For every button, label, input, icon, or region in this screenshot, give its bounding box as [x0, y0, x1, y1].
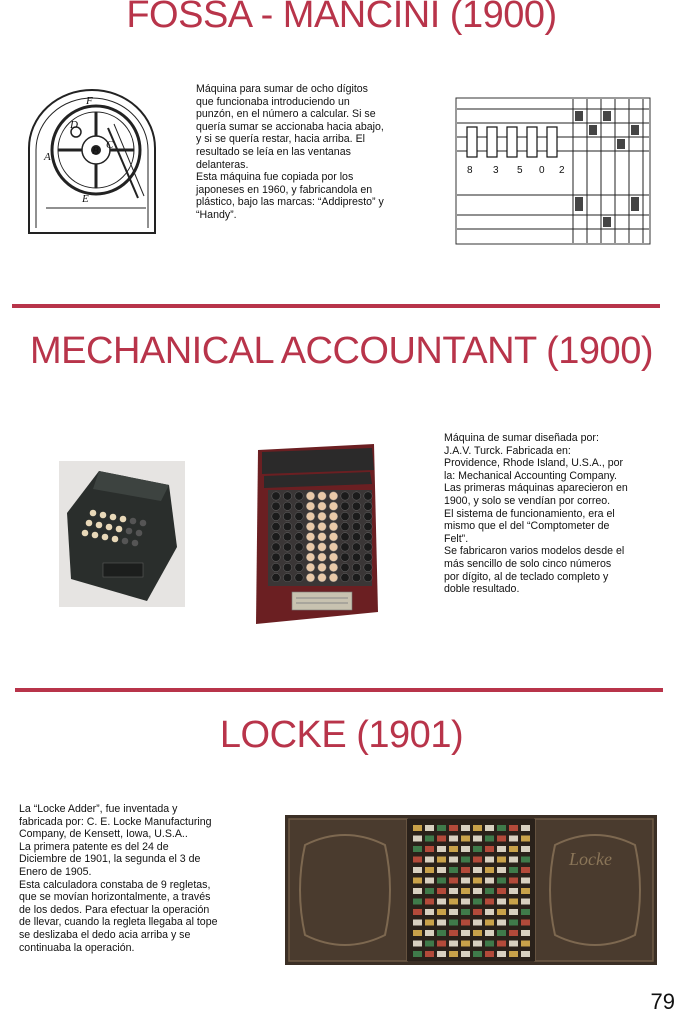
slider-bead	[425, 888, 434, 894]
slider-bead	[521, 878, 530, 884]
slider-bead	[473, 867, 482, 873]
mechanical-accountant-photo-1	[59, 461, 185, 607]
slider-bead	[509, 951, 518, 957]
text-line: J.A.V. Turck. Fabricada en:	[444, 444, 571, 457]
text-line: por dígito, al de teclado completo y	[444, 570, 609, 583]
slider-bead	[461, 867, 470, 873]
diagram-label-d: D	[70, 119, 78, 131]
key-button	[295, 563, 303, 571]
slider-bead	[497, 857, 506, 863]
key-button	[364, 512, 372, 520]
diagram-label-b: B	[92, 145, 99, 157]
text-line: Esta calculadora constaba de 9 regletas,	[19, 878, 211, 891]
slider-bead	[413, 899, 422, 905]
slider-bead	[437, 846, 446, 852]
key-button	[272, 573, 280, 581]
slider-bead	[461, 846, 470, 852]
slider-bead	[485, 846, 494, 852]
text-line: 1900, y solo se vendían por correo.	[444, 494, 611, 507]
key-button	[283, 573, 291, 581]
key-button	[341, 543, 349, 551]
key-button	[352, 553, 360, 561]
key-button	[318, 522, 326, 530]
slider-bead	[449, 825, 458, 831]
slider-bead	[473, 836, 482, 842]
slider-bead	[509, 930, 518, 936]
text-line: más sencillo de solo cinco números	[444, 557, 612, 570]
key-button	[272, 512, 280, 520]
slider-bead	[521, 920, 530, 926]
key-button	[272, 522, 280, 530]
key-button	[318, 492, 326, 500]
slider-bead	[473, 888, 482, 894]
text-line: La primera patente es del 24 de	[19, 840, 169, 853]
slider-bead	[461, 909, 470, 915]
slider-bead	[437, 920, 446, 926]
key-button	[352, 573, 360, 581]
key-button	[329, 502, 337, 510]
slider-bead	[473, 920, 482, 926]
key-button	[364, 522, 372, 530]
fossa-mancini-slot-diagram	[455, 97, 651, 245]
diagram-label-c: C	[106, 139, 114, 151]
slider-bead	[485, 941, 494, 947]
slider-bead	[497, 899, 506, 905]
text-line: Las primeras máquinas aparecieron en	[444, 482, 628, 495]
key-button	[283, 563, 291, 571]
key-button	[306, 553, 314, 561]
slider-bead	[437, 867, 446, 873]
key-button	[364, 553, 372, 561]
key-button	[329, 533, 337, 541]
slider-bead	[509, 888, 518, 894]
slider-bead	[437, 909, 446, 915]
text-line: quería sumar se accionaba hacia abajo,	[196, 120, 384, 133]
slider-bead	[509, 899, 518, 905]
slider-bead	[437, 951, 446, 957]
key-button	[341, 553, 349, 561]
slider-bead	[473, 825, 482, 831]
key-button	[352, 502, 360, 510]
slider-bead	[521, 941, 530, 947]
slider-bead	[497, 867, 506, 873]
slot-digit: 2	[559, 165, 565, 176]
text-line: y si se quería restar, hacia arriba. El	[196, 133, 365, 146]
slider-bead	[485, 857, 494, 863]
text-line: Felt”.	[444, 532, 469, 545]
slider-bead	[449, 920, 458, 926]
key-button	[272, 492, 280, 500]
fossa-mancini-wheel-diagram	[26, 88, 158, 236]
slider-bead	[413, 825, 422, 831]
slider-bead	[521, 909, 530, 915]
key-button	[272, 563, 280, 571]
key-button	[283, 502, 291, 510]
key-button	[283, 522, 291, 530]
slider-bead	[509, 920, 518, 926]
text-line: plástico, bajo las marcas: “Addipresto” y	[196, 196, 384, 209]
key-button	[295, 573, 303, 581]
slider-bead	[521, 857, 530, 863]
slider-bead	[425, 941, 434, 947]
text-line: de llevar, cuando la regleta llegaba al tope	[19, 916, 218, 929]
slider-bead	[425, 899, 434, 905]
slider-bead	[449, 836, 458, 842]
key-button	[352, 522, 360, 530]
mechanical-accountant-photo-2	[250, 442, 398, 632]
key-button	[272, 502, 280, 510]
slider-bead	[449, 930, 458, 936]
key-button	[329, 492, 337, 500]
key-button	[341, 533, 349, 541]
section-title-fossa-mancini: FOSSA - MANCINI (1900)	[126, 0, 557, 36]
slider-bead	[449, 899, 458, 905]
diagram-label-a: A	[44, 151, 51, 163]
section-title-locke: LOCKE (1901)	[219, 714, 464, 756]
key-button	[318, 543, 326, 551]
slider-bead	[473, 846, 482, 852]
slider-bead	[497, 920, 506, 926]
slider-bead	[425, 951, 434, 957]
slider-bead	[497, 941, 506, 947]
key-button	[318, 533, 326, 541]
slider-bead	[461, 878, 470, 884]
slider-bead	[473, 909, 482, 915]
slider-bead	[413, 867, 422, 873]
text-line: Company, de Kensett, Iowa, U.S.A..	[19, 828, 188, 841]
slider-bead	[461, 920, 470, 926]
divider-top	[12, 304, 660, 308]
slider-bead	[461, 941, 470, 947]
key-button	[283, 492, 291, 500]
slot-digit: 8	[467, 165, 473, 176]
fossa-mancini-description	[196, 83, 426, 222]
key-button	[295, 492, 303, 500]
slider-bead	[485, 951, 494, 957]
slider-bead	[485, 899, 494, 905]
key-button	[318, 553, 326, 561]
slider-bead	[413, 846, 422, 852]
slider-bead	[413, 920, 422, 926]
key-button	[272, 543, 280, 551]
slider-bead	[425, 836, 434, 842]
slider-bead	[497, 951, 506, 957]
slider-bead	[497, 930, 506, 936]
key-button	[341, 512, 349, 520]
key-button	[306, 543, 314, 551]
text-line: Máquina de sumar diseñada por:	[444, 432, 599, 444]
key-button	[295, 543, 303, 551]
key-button	[352, 492, 360, 500]
slider-bead	[413, 941, 422, 947]
key-button	[352, 512, 360, 520]
key-button	[295, 522, 303, 530]
slider-bead	[413, 930, 422, 936]
diagram-label-f: F	[86, 95, 93, 107]
slider-bead	[449, 867, 458, 873]
key-button	[306, 502, 314, 510]
locke-adder-photo	[285, 815, 657, 965]
slider-bead	[521, 888, 530, 894]
key-button	[283, 533, 291, 541]
locke-plate-label: Locke	[569, 849, 612, 869]
key-button	[306, 533, 314, 541]
text-line: Diciembre de 1901, la segunda el 3 de	[19, 853, 201, 866]
text-line: continuaba la operación.	[19, 941, 135, 954]
slider-bead	[497, 846, 506, 852]
slider-bead	[437, 888, 446, 894]
text-line: que funcionaba introduciendo un	[196, 95, 350, 108]
slider-bead	[485, 836, 494, 842]
key-button	[295, 533, 303, 541]
text-line: resultado se leía en las ventanas	[196, 145, 351, 158]
slider-bead	[485, 867, 494, 873]
slot-digit: 5	[517, 165, 523, 176]
slider-bead	[413, 951, 422, 957]
slider-bead	[449, 888, 458, 894]
section-title-mechanical-accountant: MECHANICAL ACCOUNTANT (1900)	[30, 330, 653, 372]
slider-bead	[449, 941, 458, 947]
slider-bead	[437, 878, 446, 884]
slider-bead	[437, 836, 446, 842]
slider-bead	[485, 909, 494, 915]
key-button	[306, 563, 314, 571]
slider-bead	[461, 836, 470, 842]
key-button	[306, 522, 314, 530]
key-button	[329, 563, 337, 571]
text-line: que se movían horizontalmente, a través	[19, 891, 211, 904]
slider-bead	[437, 857, 446, 863]
slider-bead	[521, 825, 530, 831]
slot-digit: 3	[493, 165, 499, 176]
slider-bead	[449, 846, 458, 852]
key-button	[329, 512, 337, 520]
text-line: fabricada por: C. E. Locke Manufacturing	[19, 815, 212, 828]
text-line: Máquina para sumar de ocho dígitos	[196, 83, 368, 95]
key-button	[306, 512, 314, 520]
slider-bead	[461, 825, 470, 831]
key-button	[364, 563, 372, 571]
slider-bead	[425, 920, 434, 926]
text-line: delanteras.	[196, 158, 249, 171]
locke-description	[19, 803, 259, 954]
diagram-label-e: E	[82, 193, 89, 205]
slider-bead	[509, 941, 518, 947]
slider-bead	[509, 846, 518, 852]
text-line: mismo que el del “Comptometer de	[444, 520, 610, 533]
slider-bead	[509, 825, 518, 831]
text-line: la: Mechanical Accounting Company.	[444, 469, 617, 482]
slider-bead	[521, 899, 530, 905]
key-button	[318, 563, 326, 571]
page-number: 79	[650, 989, 675, 1014]
key-button	[341, 563, 349, 571]
slider-bead	[509, 836, 518, 842]
slider-bead	[497, 836, 506, 842]
slider-bead	[473, 857, 482, 863]
key-button	[318, 502, 326, 510]
slider-bead	[425, 867, 434, 873]
divider-middle	[15, 688, 663, 692]
slider-bead	[449, 878, 458, 884]
text-line: “Handy”.	[196, 208, 237, 221]
slider-bead	[413, 878, 422, 884]
key-button	[364, 533, 372, 541]
slider-bead	[425, 846, 434, 852]
slider-bead	[473, 951, 482, 957]
slider-bead	[425, 909, 434, 915]
slider-bead	[437, 930, 446, 936]
slider-bead	[437, 899, 446, 905]
slider-bead	[521, 930, 530, 936]
key-button	[283, 512, 291, 520]
key-button	[272, 533, 280, 541]
slider-bead	[437, 825, 446, 831]
slider-bead	[413, 888, 422, 894]
key-button	[318, 573, 326, 581]
text-line: se deslizaba el dedo acia arriba y se	[19, 928, 191, 941]
slider-bead	[413, 857, 422, 863]
text-line: La “Locke Adder”, fue inventada y	[19, 803, 178, 815]
slider-bead	[485, 888, 494, 894]
text-line: doble resultado.	[444, 583, 520, 596]
slot-digit: 0	[539, 165, 545, 176]
key-button	[364, 573, 372, 581]
key-button	[329, 553, 337, 561]
key-button	[329, 522, 337, 530]
slider-bead	[449, 857, 458, 863]
slider-bead	[521, 951, 530, 957]
key-button	[295, 502, 303, 510]
slider-bead	[425, 857, 434, 863]
key-button	[272, 553, 280, 561]
slider-bead	[521, 836, 530, 842]
slider-bead	[509, 857, 518, 863]
key-button	[318, 512, 326, 520]
key-button	[352, 543, 360, 551]
text-line: Enero de 1905.	[19, 865, 92, 878]
slider-bead	[509, 878, 518, 884]
key-button	[329, 573, 337, 581]
text-line: de los dedos. Para efectuar la operación	[19, 903, 210, 916]
slider-bead	[461, 888, 470, 894]
key-button	[341, 502, 349, 510]
slider-bead	[521, 846, 530, 852]
key-button	[283, 553, 291, 561]
key-button	[306, 573, 314, 581]
text-line: Se fabricaron varios modelos desde el	[444, 545, 625, 558]
slider-bead	[461, 951, 470, 957]
slider-bead	[497, 825, 506, 831]
slider-bead	[449, 909, 458, 915]
text-line: punzón, en el número a calcular. Si se	[196, 108, 376, 121]
key-button	[295, 512, 303, 520]
slider-bead	[437, 941, 446, 947]
slider-bead	[473, 930, 482, 936]
slider-bead	[425, 878, 434, 884]
slider-bead	[425, 825, 434, 831]
slider-bead	[485, 930, 494, 936]
key-button	[341, 522, 349, 530]
slider-bead	[449, 951, 458, 957]
text-line: Providence, Rhode Island, U.S.A., por	[444, 457, 624, 470]
slider-bead	[497, 888, 506, 894]
key-button	[341, 492, 349, 500]
slider-bead	[473, 941, 482, 947]
key-button	[283, 543, 291, 551]
text-line: Esta máquina fue copiada por los	[196, 171, 354, 184]
key-button	[364, 502, 372, 510]
key-button	[295, 553, 303, 561]
mechanical-accountant-description	[444, 432, 664, 596]
slider-bead	[473, 899, 482, 905]
slider-bead	[521, 867, 530, 873]
slider-bead	[509, 867, 518, 873]
slider-bead	[485, 825, 494, 831]
key-button	[352, 563, 360, 571]
slider-bead	[413, 909, 422, 915]
key-button	[352, 533, 360, 541]
slider-bead	[461, 899, 470, 905]
text-line: El sistema de funcionamiento, era el	[444, 507, 615, 520]
slider-bead	[461, 857, 470, 863]
slider-bead	[425, 930, 434, 936]
text-line: japoneses en 1960, y fabricandola en	[196, 183, 373, 196]
key-button	[306, 492, 314, 500]
slider-bead	[485, 878, 494, 884]
slider-bead	[509, 909, 518, 915]
slider-bead	[461, 930, 470, 936]
key-button	[341, 573, 349, 581]
key-button	[364, 492, 372, 500]
slider-bead	[485, 920, 494, 926]
slider-bead	[413, 836, 422, 842]
key-button	[364, 543, 372, 551]
slider-bead	[497, 878, 506, 884]
slider-bead	[497, 909, 506, 915]
slider-bead	[473, 878, 482, 884]
key-button	[329, 543, 337, 551]
